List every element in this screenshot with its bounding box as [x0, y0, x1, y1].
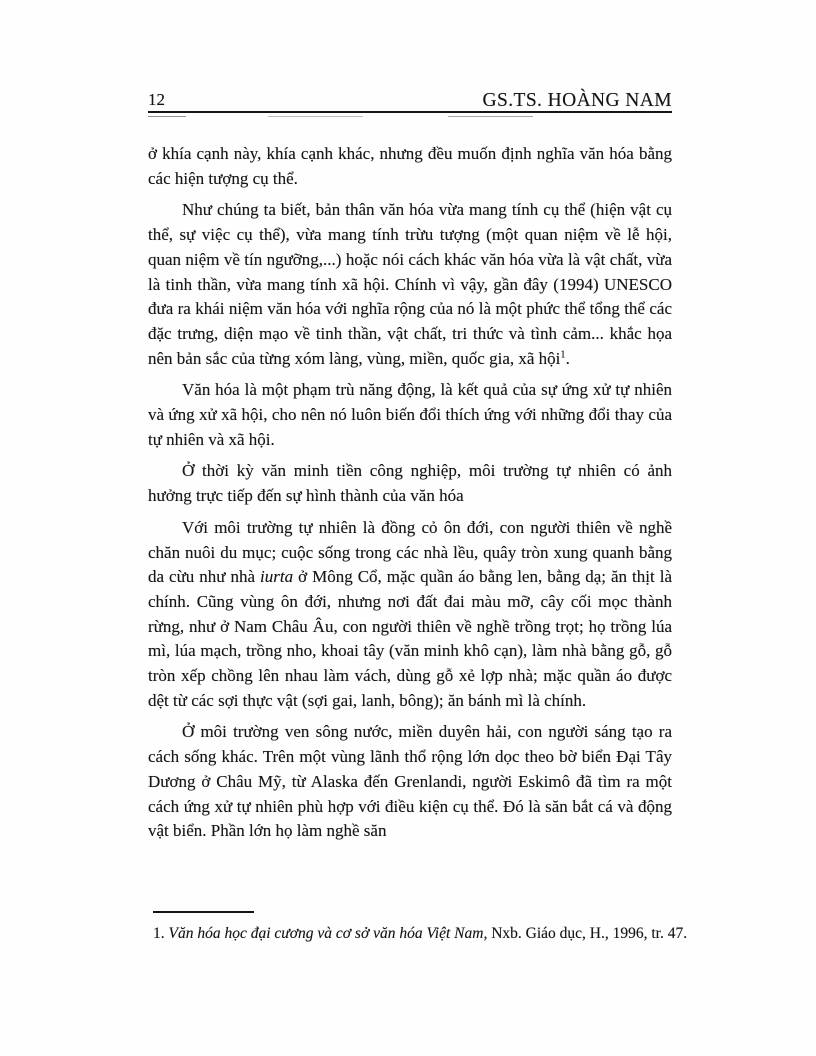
text-run: 1. — [153, 925, 169, 942]
body-text — [148, 142, 672, 851]
header-rule — [148, 111, 672, 113]
paragraph — [148, 378, 672, 452]
text-run: Như chúng ta biết, bản thân văn hóa vừa mang tính cụ thể (hiện vật cụ thể, sự việc cụ thể), vừa mang tính trừu tượng (một quan niệm về lễ hội, quan niệm về tín ngưỡng,...) hoặc nói cách khác văn hóa vừa là vật chất, vừa là tinh thần, vừa mang tính xã hội. Chính vì vậy, gần đây (1994) UNESCO đưa ra khái niệm văn hóa với nghĩa rộng của nó là một phức thể tổng thể các đặc trưng, diện mạo về tinh thần, vật chất, tri thức và tình cảm... khắc họa nên bản sắc của từng xóm làng, vùng, miền, quốc gia, xã hội — [148, 200, 672, 368]
footnote — [153, 921, 689, 946]
text-run: ở khía cạnh này, khía cạnh khác, nhưng đều muốn định nghĩa văn hóa bằng các hiện tượng cụ thể. — [148, 144, 672, 188]
header-rule-shadow — [148, 116, 672, 117]
text-run: Nxb. Giáo dục, H., 1996, tr. 47. — [487, 925, 688, 942]
running-title: GS.TS. HOÀNG NAM — [482, 90, 672, 111]
text-run: Văn hóa học đại cương và cơ sở văn hóa Việt Nam, — [168, 925, 488, 942]
text-run: Văn hóa là một phạm trù năng động, là kết quả của sự ứng xử tự nhiên và ứng xử xã hội, cho nên nó luôn biến đổi thích ứng với những đổi thay của tự nhiên và xã hội. — [148, 380, 672, 449]
paragraph — [148, 720, 672, 844]
text-run: ở Mông Cổ, mặc quần áo bằng len, bằng dạ; ăn thịt là chính. Cũng vùng ôn đới, nhưng nơi đất đai màu mỡ, cây cối mọc thành rừng, như ở Nam Châu Âu, con người thiên về nghề trồng trọt; họ trồng lúa mì, lúa mạch, trồng nho, khoai tây (văn minh khô cạn), làm nhà bằng gỗ, gỗ tròn xếp chồng lên nhau làm vách, dùng gỗ xẻ lợp nhà; mặc quần áo được dệt từ các sợi thực vật (sợi gai, lanh, bông); ăn bánh mì là chính. — [148, 567, 672, 710]
paragraph — [148, 516, 672, 714]
paragraph — [148, 142, 672, 191]
footnote-separator-rule — [153, 911, 254, 913]
text-run: Ở môi trường ven sông nước, miền duyên hải, con người sáng tạo ra cách sống khác. Trên một vùng lãnh thổ rộng lớn dọc theo bờ biển Đại Tây Dương ở Châu Mỹ, từ Alaska đến Grenlandi, người Eskimô đã tìm ra một cách ứng xử tự nhiên phù hợp với điều kiện cụ thể. Đó là săn bắt cá và động vật biển. Phần lớn họ làm nghề săn — [148, 722, 672, 841]
text-run: iurta — [260, 567, 294, 587]
text-run: Ở thời kỳ văn minh tiền công nghiệp, môi trường tự nhiên có ảnh hưởng trực tiếp đến sự hình thành của văn hóa — [148, 461, 672, 506]
paragraph — [148, 198, 672, 371]
page-number: 12 — [148, 90, 165, 109]
paragraph — [148, 459, 672, 508]
text-run: Với môi trường tự nhiên là đồng cỏ ôn đới, con người thiên về nghề chăn nuôi du mục; cuộc sống trong các nhà lều, quây tròn xung quanh bằng da cừu như nhà — [148, 517, 672, 587]
footnote-reference: 1 — [560, 348, 566, 360]
text-run: . — [565, 348, 570, 368]
page-header — [148, 86, 672, 110]
